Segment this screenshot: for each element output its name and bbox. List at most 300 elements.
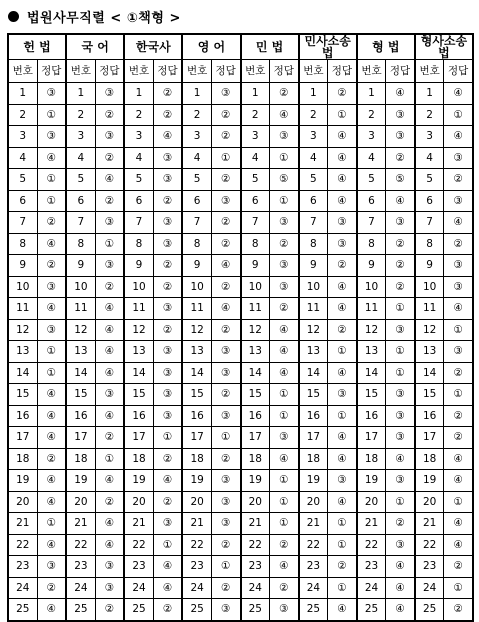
answer-cell: ④ xyxy=(270,448,299,470)
answer-cell: ③ xyxy=(95,577,124,599)
number-column-header: 번호 xyxy=(241,60,270,83)
question-number: 13 xyxy=(182,341,211,363)
answer-cell: ② xyxy=(95,104,124,126)
answer-cell: ② xyxy=(153,448,182,470)
question-number: 15 xyxy=(124,384,153,406)
question-number: 3 xyxy=(299,126,328,148)
question-number: 4 xyxy=(241,147,270,169)
question-number: 7 xyxy=(8,212,37,234)
question-number: 6 xyxy=(241,190,270,212)
question-number: 21 xyxy=(241,513,270,535)
answer-key-table xyxy=(7,33,474,622)
answer-cell: ③ xyxy=(37,83,66,105)
answer-cell: ② xyxy=(153,276,182,298)
answer-cell: ② xyxy=(270,298,299,320)
question-number: 24 xyxy=(241,577,270,599)
question-number: 23 xyxy=(357,556,386,578)
answer-cell: ① xyxy=(270,384,299,406)
question-number: 19 xyxy=(357,470,386,492)
answer-cell: ③ xyxy=(444,276,473,298)
answer-cell: ① xyxy=(386,298,415,320)
answer-cell: ④ xyxy=(444,83,473,105)
answer-cell: ③ xyxy=(37,319,66,341)
number-column-header: 번호 xyxy=(182,60,211,83)
answer-cell: ① xyxy=(328,104,357,126)
question-number: 25 xyxy=(299,599,328,621)
answer-cell: ③ xyxy=(386,126,415,148)
answer-cell: ① xyxy=(386,362,415,384)
question-number: 10 xyxy=(8,276,37,298)
answer-cell: ④ xyxy=(328,427,357,449)
answer-cell: ② xyxy=(386,233,415,255)
question-number: 22 xyxy=(415,534,444,556)
answer-cell: ① xyxy=(37,190,66,212)
answer-cell: ② xyxy=(270,534,299,556)
answer-cell: ③ xyxy=(270,599,299,621)
answer-row xyxy=(8,427,473,449)
subject-header-row xyxy=(8,34,473,60)
answer-cell: ① xyxy=(270,491,299,513)
answer-cell: ① xyxy=(328,577,357,599)
answer-cell: ② xyxy=(328,556,357,578)
answer-cell: ④ xyxy=(153,556,182,578)
answer-cell: ② xyxy=(95,147,124,169)
question-number: 6 xyxy=(415,190,444,212)
question-number: 13 xyxy=(357,341,386,363)
answer-column-header: 정답 xyxy=(270,60,299,83)
question-number: 18 xyxy=(66,448,95,470)
answer-cell: ③ xyxy=(37,556,66,578)
question-number: 9 xyxy=(241,255,270,277)
question-number: 9 xyxy=(66,255,95,277)
question-number: 20 xyxy=(357,491,386,513)
answer-cell: ④ xyxy=(37,405,66,427)
answer-cell: ② xyxy=(95,427,124,449)
answer-cell: ③ xyxy=(328,212,357,234)
question-number: 10 xyxy=(66,276,95,298)
answer-cell: ③ xyxy=(37,276,66,298)
question-number: 25 xyxy=(241,599,270,621)
question-number: 16 xyxy=(8,405,37,427)
question-number: 9 xyxy=(8,255,37,277)
answer-cell: ① xyxy=(270,470,299,492)
question-number: 10 xyxy=(415,276,444,298)
answer-cell: ② xyxy=(211,212,240,234)
answer-cell: ② xyxy=(211,276,240,298)
answer-cell: ② xyxy=(444,556,473,578)
answer-cell: ④ xyxy=(153,577,182,599)
question-number: 11 xyxy=(8,298,37,320)
question-number: 6 xyxy=(299,190,328,212)
question-number: 14 xyxy=(182,362,211,384)
answer-row xyxy=(8,169,473,191)
question-number: 2 xyxy=(124,104,153,126)
answer-cell: ② xyxy=(270,577,299,599)
answer-cell: ③ xyxy=(328,384,357,406)
answer-cell: ③ xyxy=(211,405,240,427)
answer-cell: ⑤ xyxy=(270,169,299,191)
question-number: 25 xyxy=(182,599,211,621)
answer-cell: ④ xyxy=(211,298,240,320)
bullet-icon xyxy=(8,11,19,22)
answer-cell: ① xyxy=(386,341,415,363)
answer-cell: ③ xyxy=(444,190,473,212)
question-number: 17 xyxy=(8,427,37,449)
question-number: 2 xyxy=(415,104,444,126)
question-number: 18 xyxy=(124,448,153,470)
question-number: 1 xyxy=(241,83,270,105)
answer-cell: ① xyxy=(328,534,357,556)
answer-cell: ② xyxy=(444,405,473,427)
question-number: 16 xyxy=(66,405,95,427)
answer-cell: ④ xyxy=(328,190,357,212)
answer-cell: ① xyxy=(328,341,357,363)
question-number: 1 xyxy=(182,83,211,105)
answer-cell: ③ xyxy=(386,534,415,556)
answer-cell: ④ xyxy=(95,341,124,363)
question-number: 9 xyxy=(299,255,328,277)
answer-cell: ④ xyxy=(386,83,415,105)
question-number: 3 xyxy=(8,126,37,148)
question-number: 5 xyxy=(124,169,153,191)
question-number: 21 xyxy=(124,513,153,535)
answer-cell: ② xyxy=(444,169,473,191)
question-number: 2 xyxy=(357,104,386,126)
answer-cell: ④ xyxy=(444,513,473,535)
question-number: 21 xyxy=(8,513,37,535)
question-number: 23 xyxy=(124,556,153,578)
question-number: 5 xyxy=(182,169,211,191)
answer-cell: ① xyxy=(211,147,240,169)
question-number: 19 xyxy=(299,470,328,492)
question-number: 15 xyxy=(357,384,386,406)
question-number: 12 xyxy=(357,319,386,341)
question-number: 21 xyxy=(357,513,386,535)
question-number: 22 xyxy=(299,534,328,556)
answer-cell: ④ xyxy=(211,255,240,277)
answer-cell: ① xyxy=(153,427,182,449)
question-number: 24 xyxy=(124,577,153,599)
answer-cell: ② xyxy=(153,104,182,126)
question-number: 24 xyxy=(8,577,37,599)
question-number: 5 xyxy=(241,169,270,191)
answer-row xyxy=(8,190,473,212)
answer-cell: ③ xyxy=(153,147,182,169)
question-number: 14 xyxy=(299,362,328,384)
question-number: 18 xyxy=(415,448,444,470)
question-number: 1 xyxy=(415,83,444,105)
question-number: 1 xyxy=(8,83,37,105)
column-header-row xyxy=(8,60,473,83)
answer-cell: ⑤ xyxy=(386,169,415,191)
title-text: 법원사무직렬 < ①책형 > xyxy=(27,10,181,26)
question-number: 8 xyxy=(299,233,328,255)
number-column-header: 번호 xyxy=(415,60,444,83)
answer-cell: ③ xyxy=(270,126,299,148)
question-number: 19 xyxy=(241,470,270,492)
answer-column-header: 정답 xyxy=(153,60,182,83)
answer-cell: ③ xyxy=(37,126,66,148)
answer-row xyxy=(8,104,473,126)
answer-cell: ③ xyxy=(153,384,182,406)
answer-cell: ④ xyxy=(328,362,357,384)
answer-cell: ④ xyxy=(328,599,357,621)
answer-cell: ③ xyxy=(386,405,415,427)
question-number: 12 xyxy=(8,319,37,341)
question-number: 11 xyxy=(241,298,270,320)
answer-cell: ④ xyxy=(270,362,299,384)
question-number: 23 xyxy=(415,556,444,578)
answer-cell: ④ xyxy=(37,470,66,492)
question-number: 25 xyxy=(124,599,153,621)
question-number: 7 xyxy=(182,212,211,234)
answer-cell: ① xyxy=(37,362,66,384)
answer-row xyxy=(8,298,473,320)
answer-cell: ② xyxy=(444,599,473,621)
answer-row xyxy=(8,233,473,255)
answer-cell: ③ xyxy=(386,427,415,449)
question-number: 14 xyxy=(357,362,386,384)
answer-cell: ③ xyxy=(211,513,240,535)
question-number: 7 xyxy=(66,212,95,234)
question-number: 24 xyxy=(299,577,328,599)
answer-cell: ③ xyxy=(328,470,357,492)
answer-cell: ② xyxy=(211,448,240,470)
answer-cell: ④ xyxy=(386,556,415,578)
subject-header: 영 어 xyxy=(182,34,240,60)
question-number: 11 xyxy=(182,298,211,320)
answer-cell: ④ xyxy=(37,384,66,406)
answer-column-header: 정답 xyxy=(386,60,415,83)
answer-cell: ② xyxy=(211,384,240,406)
answer-cell: ④ xyxy=(328,169,357,191)
answer-cell: ② xyxy=(444,233,473,255)
question-number: 16 xyxy=(357,405,386,427)
question-number: 21 xyxy=(182,513,211,535)
answer-row xyxy=(8,384,473,406)
question-number: 4 xyxy=(357,147,386,169)
answer-cell: ① xyxy=(270,147,299,169)
answer-cell: ② xyxy=(211,534,240,556)
answer-cell: ② xyxy=(95,190,124,212)
answer-cell: ② xyxy=(37,448,66,470)
question-number: 6 xyxy=(182,190,211,212)
answer-cell: ② xyxy=(211,126,240,148)
question-number: 20 xyxy=(299,491,328,513)
answer-cell: ③ xyxy=(270,427,299,449)
answer-cell: ④ xyxy=(386,190,415,212)
question-number: 24 xyxy=(357,577,386,599)
answer-cell: ③ xyxy=(153,212,182,234)
answer-cell: ① xyxy=(37,513,66,535)
answer-cell: ④ xyxy=(444,470,473,492)
question-number: 16 xyxy=(241,405,270,427)
question-number: 6 xyxy=(66,190,95,212)
question-number: 16 xyxy=(182,405,211,427)
answer-cell: ② xyxy=(153,83,182,105)
answer-cell: ④ xyxy=(95,470,124,492)
answer-cell: ④ xyxy=(386,577,415,599)
answer-column-header: 정답 xyxy=(444,60,473,83)
question-number: 2 xyxy=(241,104,270,126)
answer-cell: ③ xyxy=(211,362,240,384)
question-number: 23 xyxy=(66,556,95,578)
question-number: 14 xyxy=(415,362,444,384)
answer-cell: ③ xyxy=(95,255,124,277)
question-number: 5 xyxy=(299,169,328,191)
question-number: 14 xyxy=(124,362,153,384)
answer-cell: ③ xyxy=(153,362,182,384)
answer-cell: ③ xyxy=(211,83,240,105)
answer-row xyxy=(8,212,473,234)
question-number: 25 xyxy=(415,599,444,621)
question-number: 14 xyxy=(8,362,37,384)
question-number: 7 xyxy=(124,212,153,234)
answer-cell: ③ xyxy=(270,255,299,277)
question-number: 2 xyxy=(299,104,328,126)
question-number: 16 xyxy=(415,405,444,427)
answer-cell: ② xyxy=(37,212,66,234)
question-number: 10 xyxy=(357,276,386,298)
answer-cell: ② xyxy=(270,83,299,105)
answer-cell: ② xyxy=(211,169,240,191)
question-number: 7 xyxy=(415,212,444,234)
page-title xyxy=(8,6,181,26)
question-number: 8 xyxy=(66,233,95,255)
answer-cell: ② xyxy=(386,147,415,169)
question-number: 15 xyxy=(182,384,211,406)
answer-cell: ② xyxy=(211,319,240,341)
answer-cell: ② xyxy=(444,427,473,449)
question-number: 18 xyxy=(299,448,328,470)
answer-row xyxy=(8,319,473,341)
question-number: 13 xyxy=(241,341,270,363)
question-number: 12 xyxy=(415,319,444,341)
question-number: 13 xyxy=(8,341,37,363)
question-number: 11 xyxy=(124,298,153,320)
question-number: 23 xyxy=(182,556,211,578)
question-number: 20 xyxy=(124,491,153,513)
answer-cell: ① xyxy=(444,104,473,126)
question-number: 25 xyxy=(66,599,95,621)
answer-row xyxy=(8,491,473,513)
answer-cell: ① xyxy=(37,169,66,191)
answer-cell: ④ xyxy=(444,212,473,234)
question-number: 5 xyxy=(66,169,95,191)
answer-cell: ③ xyxy=(95,556,124,578)
question-number: 13 xyxy=(124,341,153,363)
answer-cell: ① xyxy=(444,384,473,406)
question-number: 1 xyxy=(357,83,386,105)
answer-row xyxy=(8,83,473,105)
question-number: 6 xyxy=(8,190,37,212)
answer-cell: ③ xyxy=(153,233,182,255)
question-number: 9 xyxy=(124,255,153,277)
question-number: 21 xyxy=(415,513,444,535)
question-number: 18 xyxy=(182,448,211,470)
answer-cell: ③ xyxy=(444,341,473,363)
answer-cell: ④ xyxy=(95,362,124,384)
question-number: 10 xyxy=(124,276,153,298)
answer-cell: ③ xyxy=(211,341,240,363)
answer-cell: ③ xyxy=(211,491,240,513)
question-number: 13 xyxy=(66,341,95,363)
answer-row xyxy=(8,276,473,298)
question-number: 17 xyxy=(241,427,270,449)
number-column-header: 번호 xyxy=(357,60,386,83)
answer-cell: ② xyxy=(95,276,124,298)
question-number: 20 xyxy=(415,491,444,513)
subject-header: 민 법 xyxy=(241,34,299,60)
subject-header: 형사소송법 xyxy=(415,34,473,60)
question-number: 16 xyxy=(124,405,153,427)
question-number: 4 xyxy=(182,147,211,169)
question-number: 1 xyxy=(66,83,95,105)
question-number: 3 xyxy=(182,126,211,148)
question-number: 18 xyxy=(241,448,270,470)
answer-rows xyxy=(8,83,473,621)
answer-cell: ② xyxy=(153,599,182,621)
question-number: 11 xyxy=(299,298,328,320)
answer-cell: ① xyxy=(95,448,124,470)
question-number: 10 xyxy=(241,276,270,298)
question-number: 24 xyxy=(182,577,211,599)
question-number: 3 xyxy=(124,126,153,148)
question-number: 12 xyxy=(299,319,328,341)
answer-cell: ④ xyxy=(95,319,124,341)
answer-cell: ③ xyxy=(211,190,240,212)
answer-cell: ④ xyxy=(270,341,299,363)
question-number: 4 xyxy=(299,147,328,169)
answer-cell: ④ xyxy=(444,534,473,556)
answer-cell: ② xyxy=(270,233,299,255)
answer-cell: ④ xyxy=(37,534,66,556)
answer-cell: ③ xyxy=(386,384,415,406)
answer-cell: ② xyxy=(95,599,124,621)
answer-row xyxy=(8,126,473,148)
subject-header: 민사소송법 xyxy=(299,34,357,60)
question-number: 22 xyxy=(357,534,386,556)
question-number: 8 xyxy=(182,233,211,255)
answer-cell: ④ xyxy=(37,427,66,449)
answer-row xyxy=(8,255,473,277)
question-number: 2 xyxy=(182,104,211,126)
answer-cell: ② xyxy=(328,83,357,105)
answer-cell: ③ xyxy=(211,470,240,492)
answer-cell: ④ xyxy=(270,104,299,126)
question-number: 17 xyxy=(415,427,444,449)
question-number: 22 xyxy=(124,534,153,556)
number-column-header: 번호 xyxy=(124,60,153,83)
question-number: 18 xyxy=(8,448,37,470)
question-number: 8 xyxy=(124,233,153,255)
question-number: 13 xyxy=(299,341,328,363)
answer-cell: ③ xyxy=(270,276,299,298)
question-number: 3 xyxy=(357,126,386,148)
question-number: 14 xyxy=(66,362,95,384)
answer-cell: ③ xyxy=(95,212,124,234)
answer-cell: ① xyxy=(270,190,299,212)
answer-cell: ③ xyxy=(328,233,357,255)
answer-cell: ① xyxy=(270,405,299,427)
question-number: 22 xyxy=(66,534,95,556)
answer-cell: ② xyxy=(328,319,357,341)
answer-cell: ④ xyxy=(386,599,415,621)
answer-cell: ④ xyxy=(328,298,357,320)
question-number: 4 xyxy=(66,147,95,169)
answer-row xyxy=(8,599,473,621)
answer-cell: ① xyxy=(270,513,299,535)
